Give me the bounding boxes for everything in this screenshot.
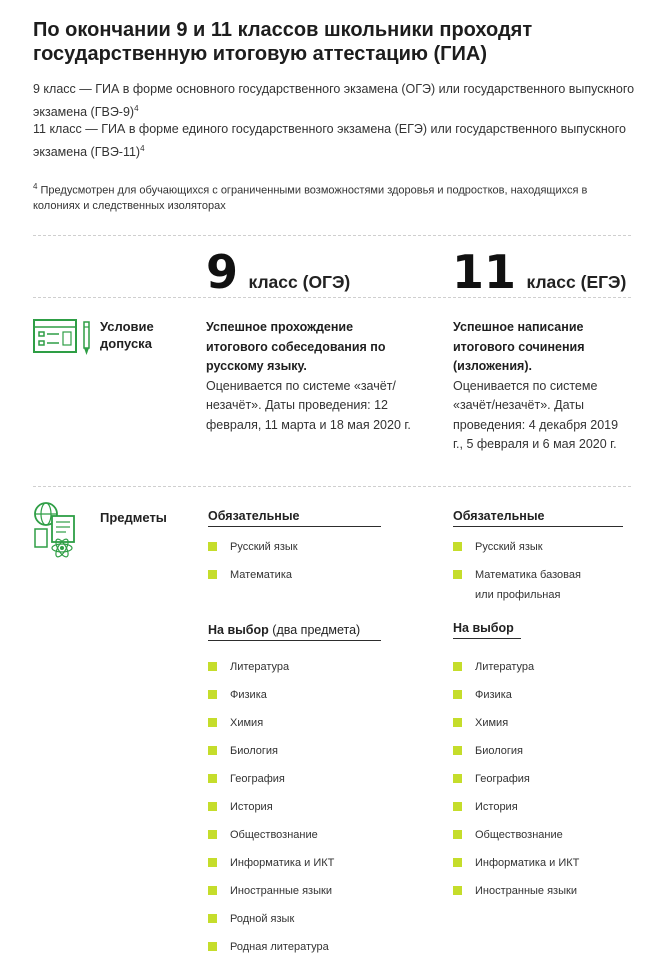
list-item: Математика [208, 565, 388, 585]
intro-grade9-text: 9 класс — ГИА в форме основного государственного экзамена (ОГЭ) или государственного выпускного экзамена (ГВЭ-9) [33, 82, 635, 120]
column-number-9: 9 [206, 245, 239, 299]
admission-grade11 [453, 318, 623, 455]
grade9-choice-note: (два предмета) [272, 623, 361, 637]
bullet-square-icon [208, 914, 217, 923]
grade9-choice-title-wrap [208, 623, 381, 641]
grade9-choice-title-text: На выбор [208, 623, 269, 637]
bullet-square-icon [208, 690, 217, 699]
grade11-mandatory-title-wrap [453, 509, 623, 527]
admission-heading: Условие допуска [100, 319, 154, 351]
bullet-square-icon [453, 662, 462, 671]
bullet-square-icon [453, 690, 462, 699]
divider-header [33, 297, 631, 298]
bullet-square-icon [453, 886, 462, 895]
subjects-globe-atom-icon [32, 502, 78, 563]
footnote-text: Предусмотрен для обучающихся с ограниченными возможностями здоровья и подростков, находящихся в колониях и следственных изоляторах [33, 184, 588, 213]
column-label-9: класс (ОГЭ) [248, 272, 351, 292]
bullet-square-icon [208, 886, 217, 895]
grade11-choice-title: На выбор [453, 621, 521, 639]
intro-grade11-text: 11 класс — ГИА в форме единого государственного экзамена (ЕГЭ) или государственного выпускного экзамена (ГВЭ-11) [33, 122, 626, 160]
column-header-grade11 [452, 245, 627, 299]
column-number-11: 11 [452, 245, 517, 299]
admission-grade11-details: Оценивается по системе «зачёт/незачёт». Даты проведения: 4 декабря 2019 г., 5 февраля и 6 мая 2020 г. [453, 378, 619, 451]
bullet-square-icon [208, 830, 217, 839]
bullet-square-icon [453, 774, 462, 783]
grade9-choice-title [208, 623, 381, 641]
bullet-square-icon [208, 542, 217, 551]
admission-grade9 [206, 318, 411, 435]
grade9-mandatory-title: Обязательные [208, 509, 381, 527]
bullet-square-icon [208, 570, 217, 579]
admission-grade11-requirement: Успешное написание итогового сочинения (изложения). [453, 320, 585, 373]
column-label-11: класс (ЕГЭ) [526, 272, 627, 292]
bullet-square-icon [453, 570, 462, 579]
subjects-heading: Предметы [100, 510, 167, 525]
bullet-square-icon [208, 858, 217, 867]
bullet-square-icon [208, 802, 217, 811]
page-title: По окончании 9 и 11 классов школьники проходят государственную итоговую аттестацию (ГИА) [33, 19, 533, 65]
bullet-square-icon [453, 718, 462, 727]
intro-grade11-footnote-mark: 4 [140, 144, 145, 153]
bullet-square-icon [453, 746, 462, 755]
bullet-square-icon [453, 542, 462, 551]
footnote [33, 179, 633, 215]
grade11-choice-title-wrap [453, 621, 521, 639]
intro-grade9 [33, 80, 643, 122]
grade11-mandatory-title: Обязательные [453, 509, 623, 527]
divider-top [33, 235, 631, 236]
grade9-mandatory-title-wrap [208, 509, 381, 527]
bullet-square-icon [453, 858, 462, 867]
bullet-square-icon [208, 662, 217, 671]
divider-middle [33, 486, 631, 487]
intro-grade11 [33, 120, 643, 162]
list-item: Русский язык [208, 537, 388, 557]
bullet-square-icon [208, 746, 217, 755]
bullet-square-icon [208, 942, 217, 951]
admission-grade9-details: Оценивается по системе «зачёт/незачёт». Даты проведения: 12 февраля, 11 марта и 18 мая 2020 г. [206, 378, 411, 432]
certificate-pen-icon [33, 316, 95, 361]
bullet-square-icon [208, 774, 217, 783]
bullet-square-icon [453, 830, 462, 839]
admission-grade9-requirement: Успешное прохождение итогового собеседования по русскому языку. [206, 320, 386, 373]
footnote-mark: 4 [33, 182, 38, 191]
bullet-square-icon [208, 718, 217, 727]
bullet-square-icon [453, 802, 462, 811]
intro-grade9-footnote-mark: 4 [134, 104, 139, 113]
column-header-grade9 [206, 245, 351, 299]
